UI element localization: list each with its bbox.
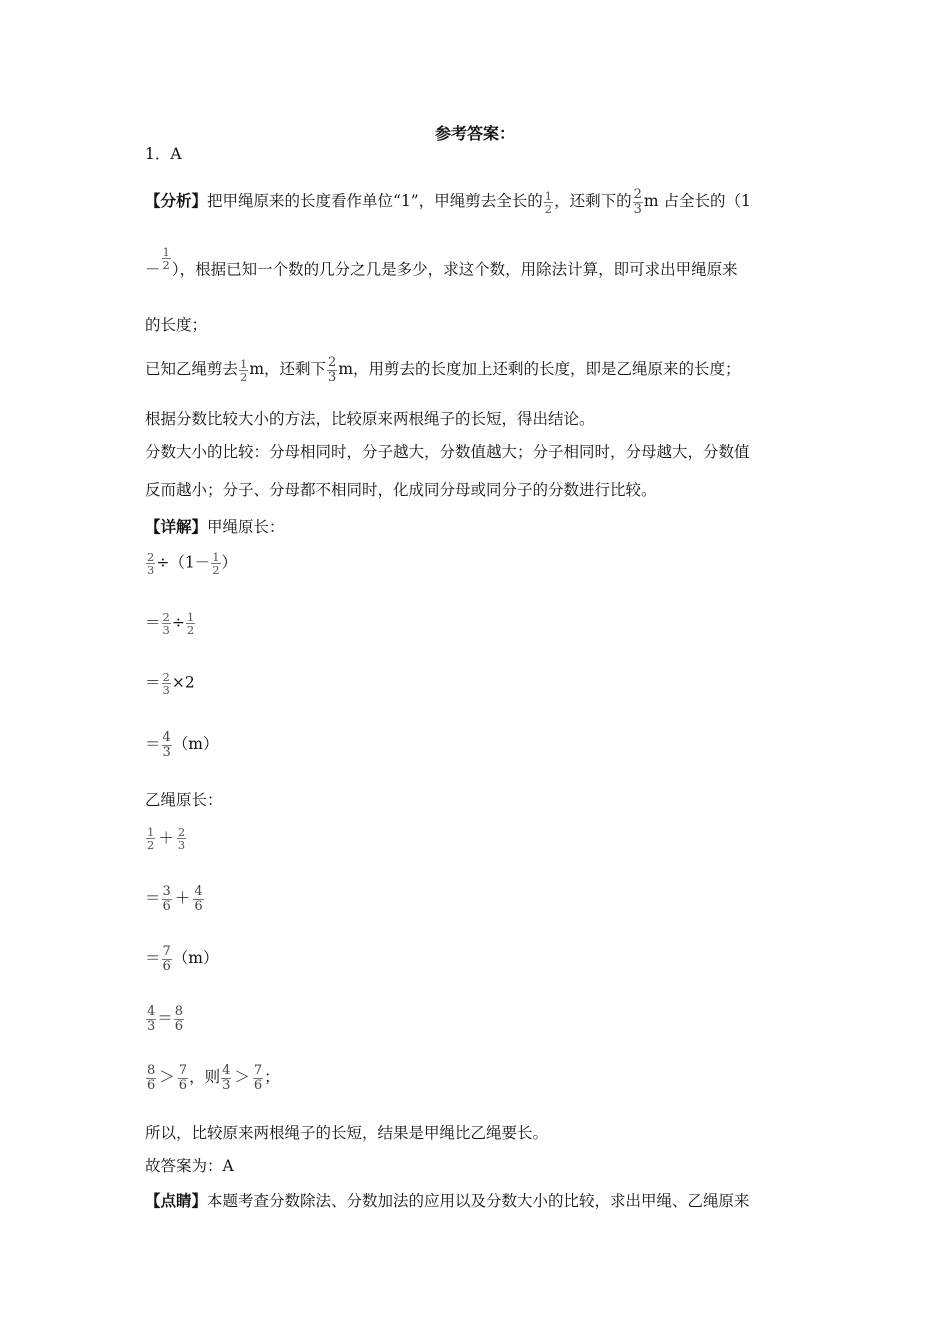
conclusion: 所以，比较原来两根绳子的长短，结果是甲绳比乙绳要长。 <box>145 1124 549 1142</box>
fraction: $\frac{4}{3}$ <box>147 1004 156 1034</box>
fraction: $\frac{2}{3}$ <box>147 550 155 578</box>
analysis-line-5: 根据分数比较大小的方法，比较原来两根绳子的长短，得出结论。 <box>145 410 595 428</box>
detail-heading: 【详解】甲绳原长： <box>145 517 285 536</box>
fraction: $\frac{4}{3}$ <box>162 730 171 760</box>
fraction: $\frac{2}{3}$ <box>328 355 337 385</box>
page-title: 参考答案： <box>434 124 515 143</box>
comment-tag: 【点睛】 <box>145 1191 208 1210</box>
analysis-line-2: － $\frac{1}{2}$ ），根据已知一个数的几分之几是多少，求这个数，用除法计算，即可求出甲绳原来 <box>145 245 738 279</box>
analysis-line-1: 【分析】把甲绳原来的长度看作单位“1”，甲绳剪去全长的 $\frac{1}{2}$ ，还剩下的 $\frac{2}{3}$ m 占全长的（1 <box>145 187 751 217</box>
formula-step-4: ＝ $\frac{4}{3}$ （m） <box>145 730 219 760</box>
fraction: $\frac{2}{3}$ <box>177 825 186 853</box>
analysis-line-3: 的长度； <box>145 316 208 334</box>
formula-step-3: ＝ $\frac{2}{3}$ ×2 <box>145 670 195 698</box>
detail-tag: 【详解】 <box>145 517 208 536</box>
fraction: $\frac{4}{6}$ <box>194 884 203 914</box>
yi-label: 乙绳原长： <box>145 791 223 809</box>
fraction: $\frac{7}{6}$ <box>253 1063 263 1093</box>
formula-step-5: $\frac{1}{2}$ ＋ $\frac{2}{3}$ <box>147 825 186 853</box>
fraction: $\frac{7}{6}$ <box>162 944 171 974</box>
analysis-line-7: 反而越小；分子、分母都不相同时，化成同分母或同分子的分数进行比较。 <box>145 481 657 499</box>
formula-step-6: ＝ $\frac{3}{6}$ ＋ $\frac{4}{6}$ <box>145 884 203 914</box>
comment-line: 【点睛】本题考查分数除法、分数加法的应用以及分数大小的比较，求出甲绳、乙绳原来 <box>145 1191 750 1210</box>
fraction: $\frac{8}{6}$ <box>147 1063 156 1093</box>
formula-step-2: ＝ $\frac{2}{3}$ ÷ $\frac{1}{2}$ <box>145 610 195 638</box>
fraction: $\frac{1}{2}$ <box>544 188 553 216</box>
fraction: $\frac{1}{2}$ <box>162 245 170 273</box>
formula-step-8: $\frac{4}{3}$ ＝ $\frac{8}{6}$ <box>147 1004 184 1034</box>
analysis-line-6: 分数大小的比较：分母相同时，分子越大，分数值越大；分子相同时，分母越大，分数值 <box>145 443 750 461</box>
fraction: $\frac{7}{6}$ <box>178 1063 188 1093</box>
fraction: $\frac{8}{6}$ <box>174 1004 184 1034</box>
fraction: $\frac{1}{2}$ <box>186 610 195 638</box>
fraction: $\frac{2}{3}$ <box>162 670 170 698</box>
answer-line: 故答案为：A <box>145 1157 234 1175</box>
fraction: $\frac{2}{3}$ <box>633 187 642 217</box>
fraction: $\frac{3}{6}$ <box>162 884 171 914</box>
formula-step-7: ＝ $\frac{7}{6}$ （m） <box>145 944 219 974</box>
analysis-line-4: 已知乙绳剪去 $\frac{1}{2}$ m，还剩下 $\frac{2}{3}$ m，用剪去的长度加上还剩的长度，即是乙绳原来的长度； <box>145 355 741 385</box>
fraction: $\frac{1}{2}$ <box>240 356 248 384</box>
analysis-tag: 【分析】 <box>145 191 208 211</box>
formula-step-9: $\frac{8}{6}$ ＞ $\frac{7}{6}$ ，则 $\frac{4}{3}$ ＞ $\frac{7}{6}$ ； <box>147 1063 280 1093</box>
fraction: $\frac{2}{3}$ <box>162 610 170 638</box>
question-number: 1．A <box>145 145 182 163</box>
fraction: $\frac{1}{2}$ <box>147 825 155 853</box>
fraction: $\frac{4}{3}$ <box>222 1063 231 1093</box>
formula-step-1: $\frac{2}{3}$ ÷（1－ $\frac{1}{2}$ ） <box>147 550 238 578</box>
fraction: $\frac{1}{2}$ <box>212 550 220 578</box>
